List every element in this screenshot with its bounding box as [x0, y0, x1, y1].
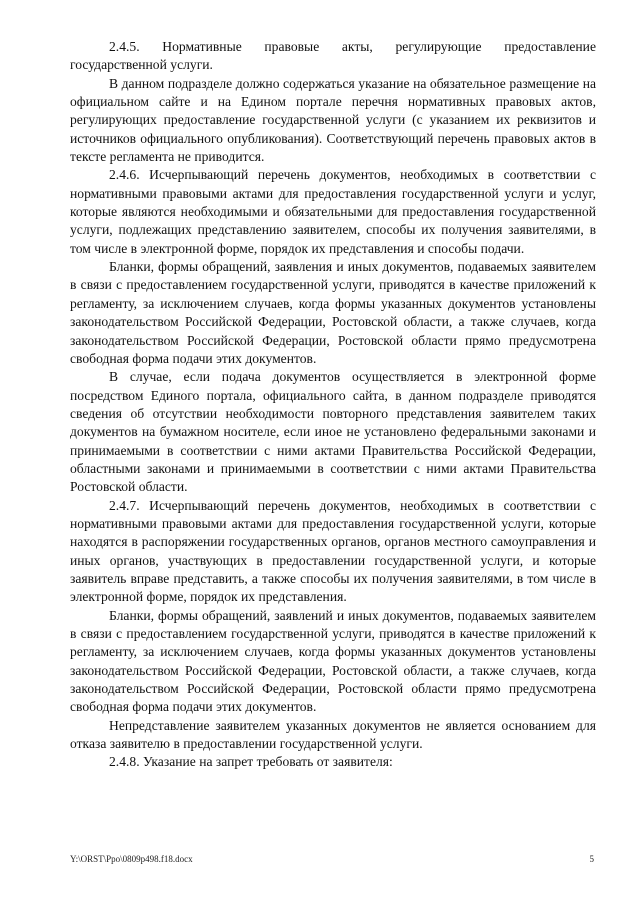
paragraph-2-4-5: 2.4.5. Нормативные правовые акты, регулирующие предоставление государственной услуги.: [70, 39, 596, 73]
paragraph-2-4-8: 2.4.8. Указание на запрет требовать от заявителя:: [109, 754, 393, 770]
page-footer: [70, 854, 596, 868]
paragraph-2-4-7: 2.4.7. Исчерпывающий перечень документов, необходимых в соответствии с нормативными правовыми актами для предоставления государственной услуги, которые находятся в распоряжении государственных органов, органов местного самоуправления и иных органов, участвующих в предоставлении государственной услуги, и которые заявитель вправе представить, а также способы их получения заявителями, в том числе в электронной форме, порядок их представления.: [70, 497, 596, 605]
paragraph-forms-requests: Бланки, формы обращений, заявлений и иных документов, подаваемых заявителем в связи с предоставлением государственной услуги, приводятся в качестве приложений к регламенту, за исключением случаев, когда формы указанных документов установлены законодательством Российской Федерации, Ростовской области, а также случаев, когда законодательством Российской Федерации, Ростовской области прямо предусмотрена свободная форма подачи этих документов.: [70, 607, 596, 715]
paragraph-2-4-6: 2.4.6. Исчерпывающий перечень документов, необходимых в соответствии с нормативными правовыми актами для предоставления государственной услуги и услуг, которые являются необходимыми и обязательными для предоставления государственной услуги, подлежащих представлению заявителем, способы их получения заявителями, в том числе в электронной форме, порядок их представления и способы подачи.: [70, 167, 596, 256]
paragraph-non-submission: Непредставление заявителем указанных документов не является основанием для отказа заявителю в предоставлении государственной услуги.: [70, 717, 596, 752]
document-body: [70, 38, 596, 772]
paragraph-forms-applicant: Бланки, формы обращений, заявления и иных документов, подаваемых заявителем в связи с предоставлением государственной услуги, приводятся в качестве приложений к регламенту, за исключением случаев, когда формы указанных документов установлены законодательством Российской Федерации, Ростовской области, а также случаев, когда законодательством Российской Федерации, Ростовской области прямо предусмотрена свободная форма подачи этих документов.: [70, 259, 596, 366]
footer-file-path: Y:\ORST\Ppo\0809p498.f18.docx: [70, 854, 193, 864]
page-number: 5: [589, 854, 594, 864]
paragraph-portal-listing: В данном подразделе должно содержаться указание на обязательное размещение на официальном сайте и на Едином портале перечня нормативных правовых актов, регулирующих предоставление государственной услуги (с указанием их реквизитов и источников официального опубликования). Соответствующий перечень правовых актов в тексте регламента не приводится.: [70, 75, 596, 165]
paragraph-electronic-submission: В случае, если подача документов осуществляется в электронной форме посредством Единого портала, официального сайта, в данном подразделе приводятся сведения об отсутствии необходимости повторного представления заявителем таких документов на бумажном носителе, если иное не установлено федеральными законами и принимаемыми в соответствии с ними актами Правительства Российской Федерации, областными законами и принимаемыми в соответствии с ними актами Правительства Ростовской области.: [70, 369, 596, 495]
